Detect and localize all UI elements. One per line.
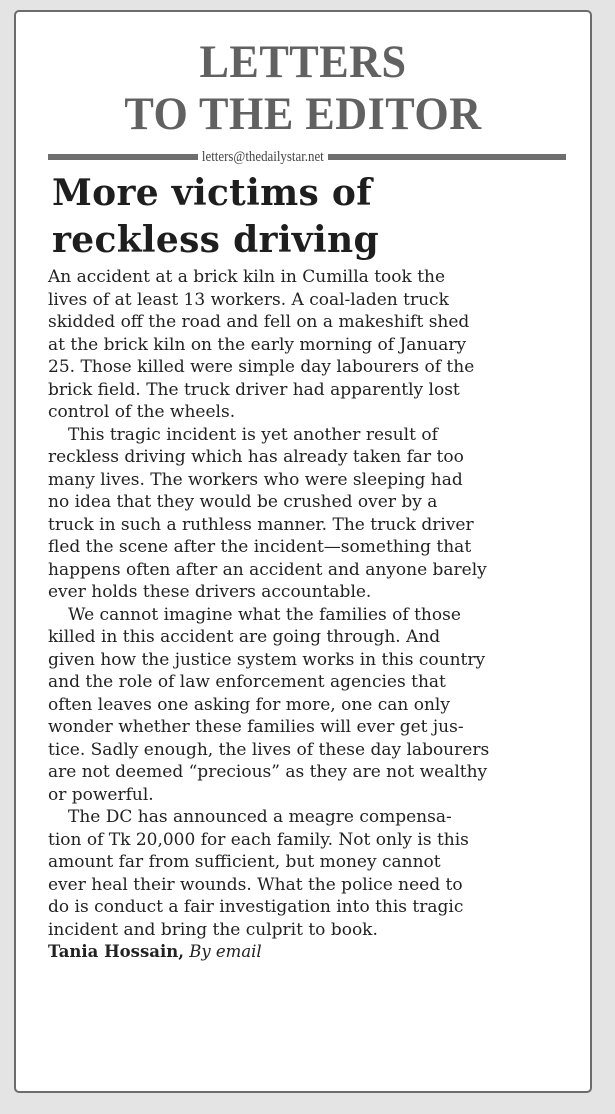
masthead-line-1: LETTERS [199,36,407,88]
paragraph-4: The DC has announced a meagre compensa- tion of Tk 20,000 for each family. Not only is this amount far from sufficient, but money cannot ever heal their wounds. What the police need to do is conduct a fair investigation into this tragic incident and bring the culprit to book. [48,807,469,940]
paragraph-3: We cannot imagine what the families of those killed in this accident are going through. And given how the justice system works in this country and the role of law enforcement agencies that often leaves one asking for more, one can only wonder whether these families will ever get jus- tice. Sadly enough, the lives of these day labourers are not deemed “precious” as they are not wealthy or powerful. [48,604,490,805]
paragraph-2: This tragic incident is yet another result of reckless driving which has already taken far too many lives. The workers who were sleeping had no idea that they would be crushed over by a truck in such a ruthless manner. The truck driver fled the scene after the incident—something that happens often after an accident and anyone barely ever holds these drivers accountable. [48,424,487,602]
section-masthead [16,36,590,140]
submission-method: By email [189,942,262,961]
letter-body [48,266,570,941]
masthead-line-2: TO THE EDITOR [124,88,482,140]
rule-right [328,154,566,160]
author-name: Tania Hossain, [48,942,184,961]
headline-line-1: More victims of [52,172,372,214]
letters-clipping [14,10,592,1093]
letter-headline [52,170,590,264]
letter-signature [48,941,570,963]
editor-email: letters@thedailystar.net [201,148,324,165]
paragraph-1: An accident at a brick kiln in Cumilla took the lives of at least 13 workers. A coal-laden truck skidded off the road and fell on a makeshift shed at the brick kiln on the early morning of January 25. Those killed were simple day labourers of the brick field. The truck driver had apparently lost control of the wheels. [48,267,475,422]
email-rule-row [48,148,566,166]
rule-left [48,154,198,160]
headline-line-2: reckless driving [52,219,379,261]
